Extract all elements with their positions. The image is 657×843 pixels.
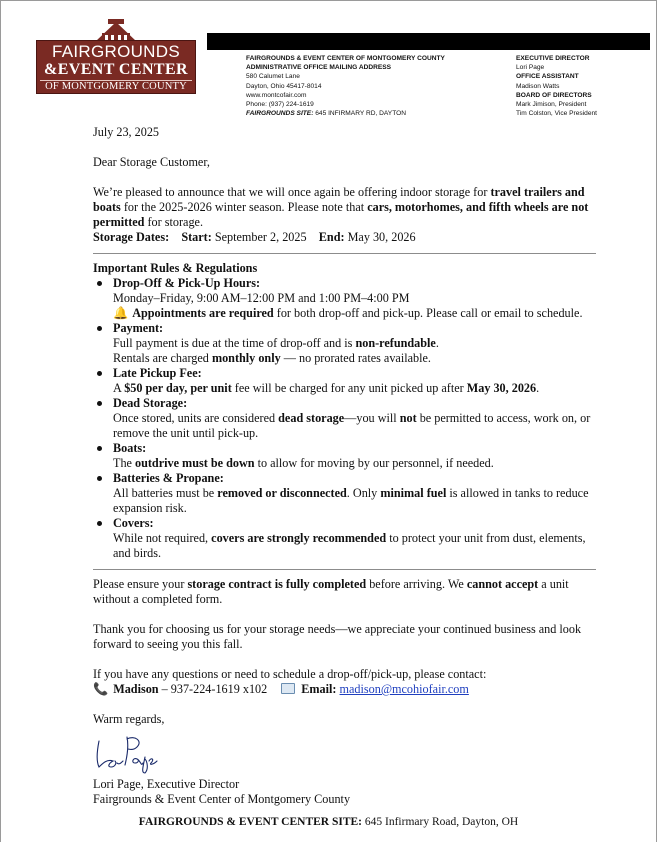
letter-body	[93, 125, 596, 807]
logo-line-1: FAIRGROUNDS	[52, 42, 180, 61]
intro-bold-2: cars, motorhomes, and fifth wheels are not permitted	[93, 200, 589, 229]
intro-paragraph	[93, 185, 596, 230]
fairgrounds-logo	[36, 19, 196, 95]
storage-dates-label: Storage Dates:	[93, 230, 170, 244]
contact-name: Madison	[113, 682, 159, 696]
site-line	[246, 109, 496, 118]
intro-text-2: for the 2025-2026 winter season. Please note that	[120, 200, 368, 214]
boats-text-1: The	[113, 456, 135, 470]
payment-text-2: .	[435, 336, 439, 350]
batteries-text-2: . Only	[346, 486, 381, 500]
email-icon	[281, 683, 295, 694]
payment-line-2	[113, 351, 596, 366]
dead-text-2: —you will	[344, 411, 400, 425]
covers-bold-1: covers are strongly recommended	[211, 531, 387, 545]
appointment-text: for both drop-off and pick-up. Please call or email to schedule.	[273, 306, 583, 320]
boats-bold-1: outdrive must be down	[135, 456, 255, 470]
assistant-title: OFFICE ASSISTANT	[516, 73, 579, 81]
dead-bold-1: dead storage	[278, 411, 345, 425]
mailing-label: ADMINISTRATIVE OFFICE MAILING ADDRESS	[246, 64, 392, 72]
thanks-paragraph: Thank you for choosing us for your storage needs—we appreciate your continued business and look forward to seeing you this fall.	[93, 622, 582, 651]
rule-covers	[93, 516, 596, 561]
intro-text-1: We’re pleased to announce that we will once again be offering indoor storage for	[93, 185, 491, 199]
end-date: May 30, 2026	[347, 230, 416, 244]
contract-text-3: a unit without a completed form.	[93, 577, 569, 606]
dead-text-1: Once stored, units are considered	[113, 411, 279, 425]
questions-paragraph: If you have any questions or need to schedule a drop-off/pick-up, please contact:	[93, 667, 487, 681]
signature	[93, 733, 596, 775]
payment-line-1	[113, 336, 596, 351]
letterhead-address	[246, 54, 496, 118]
closing: Warm regards,	[93, 712, 165, 726]
rule-title: Batteries & Propane:	[113, 471, 224, 485]
footer-address: 645 Infirmary Road, Dayton, OH	[362, 816, 519, 828]
salutation: Dear Storage Customer,	[93, 155, 210, 169]
building-roof-icon	[94, 19, 138, 41]
batteries-text-1: All batteries must be	[113, 486, 218, 500]
board-member-2: Tim Colston, Vice President	[516, 110, 597, 118]
dead-storage-text	[113, 411, 596, 441]
contact-line	[93, 682, 596, 697]
contract-text-1: Please ensure your	[93, 577, 188, 591]
rule-batteries	[93, 471, 596, 516]
late-bold-1: $50 per day, per unit	[124, 381, 232, 395]
rule-dead-storage	[93, 396, 596, 441]
board-member-1: Mark Jimison, President	[516, 101, 587, 109]
board-title: BOARD OF DIRECTORS	[516, 91, 592, 99]
payment-bold-1: non-refundable	[355, 336, 436, 350]
payment-text-3: Rentals are charged	[113, 351, 212, 365]
rule-payment	[93, 321, 596, 366]
dropoff-hours: Monday–Friday, 9:00 AM–12:00 PM and 1:00 PM–4:00 PM	[113, 291, 410, 305]
start-label: Start:	[181, 230, 212, 244]
storage-dates	[93, 230, 596, 245]
contract-bold-2: cannot accept	[466, 577, 539, 591]
dead-bold-2: not	[399, 411, 417, 425]
boats-text-2: to allow for moving by our personnel, if needed.	[254, 456, 494, 470]
email-link[interactable]: madison@mcohiofair.com	[339, 682, 469, 696]
batteries-bold-2: minimal fuel	[380, 486, 447, 500]
rule-title: Boats:	[113, 441, 147, 455]
rule-title: Dead Storage:	[113, 396, 188, 410]
assistant-name: Madison Watts	[516, 82, 560, 90]
rule-title: Covers:	[113, 516, 154, 530]
signer-name: Lori Page, Executive Director	[93, 777, 240, 791]
appointment-note	[113, 306, 596, 321]
rule-title: Late Pickup Fee:	[113, 366, 202, 380]
signature-drawing	[93, 733, 163, 775]
late-text-2: fee will be charged for any unit picked up after	[231, 381, 467, 395]
rule-late-fee	[93, 366, 596, 396]
dead-text-3: be permitted to access, work on, or remove the unit until pick-up.	[113, 411, 591, 440]
late-fee-text	[113, 381, 596, 396]
org-name: FAIRGROUNDS & EVENT CENTER OF MONTGOMERY COUNTY	[246, 55, 445, 62]
signer-org: Fairgrounds & Event Center of Montgomery County	[93, 792, 351, 806]
footer	[0, 815, 657, 829]
rule-dropoff	[93, 276, 596, 321]
covers-text-2: to protect your unit from dust, elements, and birds.	[113, 531, 586, 560]
rules-title: Important Rules & Regulations	[93, 261, 258, 275]
logo-panel	[36, 40, 196, 94]
contract-bold-1: storage contract is fully completed	[187, 577, 367, 591]
rule-title: Drop-Off & Pick-Up Hours:	[113, 276, 261, 290]
logo-line-3: OF MONTGOMERY COUNTY	[40, 80, 192, 93]
appointment-bold: Appointments are required	[132, 306, 274, 320]
exec-title: EXECUTIVE DIRECTOR	[516, 55, 590, 62]
intro-bold-1: travel trailers and boats	[93, 185, 585, 214]
late-text-1: A	[113, 381, 125, 395]
start-date: September 2, 2025	[214, 230, 307, 244]
batteries-text-3: is allowed in tanks to reduce expansion risk.	[113, 486, 589, 515]
batteries-text	[113, 486, 596, 516]
letter-date: July 23, 2025	[93, 125, 160, 139]
payment-text-1: Full payment is due at the time of drop-off and is	[113, 336, 356, 350]
late-bold-2: May 30, 2026	[466, 381, 537, 395]
rule-title: Payment:	[113, 321, 164, 335]
bell-icon: 🔔	[113, 306, 129, 320]
website: www.montcofair.com	[246, 91, 307, 99]
rule-boats	[93, 441, 596, 471]
letterhead-staff	[516, 54, 651, 118]
covers-text	[113, 531, 596, 561]
payment-bold-2: monthly only	[211, 351, 281, 365]
city-address: Dayton, Ohio 45417-8014	[246, 82, 322, 90]
phone-icon: 📞	[93, 682, 109, 696]
payment-text-4: — no prorated rates available.	[280, 351, 431, 365]
rules-list	[93, 276, 596, 561]
email-label: Email:	[301, 682, 337, 696]
contract-paragraph	[93, 577, 596, 607]
late-text-3: .	[536, 381, 540, 395]
batteries-bold-1: removed or disconnected	[217, 486, 347, 500]
site-address: 645 INFIRMARY RD, DAYTON	[315, 110, 406, 118]
street-address: 580 Calumet Lane	[246, 73, 300, 81]
end-label: End:	[318, 230, 345, 244]
letterhead-bar	[207, 33, 650, 50]
contract-text-2: before arriving. We	[366, 577, 467, 591]
site-label: FAIRGROUNDS SITE:	[246, 110, 314, 118]
logo-line-2: &EVENT CENTER	[43, 61, 189, 78]
divider	[93, 253, 596, 254]
divider	[93, 569, 596, 570]
office-phone: Phone: (937) 224-1619	[246, 101, 314, 109]
exec-name: Lori Page	[516, 64, 545, 72]
footer-label: FAIRGROUNDS & EVENT CENTER SITE:	[138, 816, 363, 828]
contact-phone: – 937-224-1619 x102	[158, 682, 268, 696]
covers-text-1: While not required,	[113, 531, 212, 545]
intro-text-3: for storage.	[144, 215, 203, 229]
boats-text	[113, 456, 596, 471]
